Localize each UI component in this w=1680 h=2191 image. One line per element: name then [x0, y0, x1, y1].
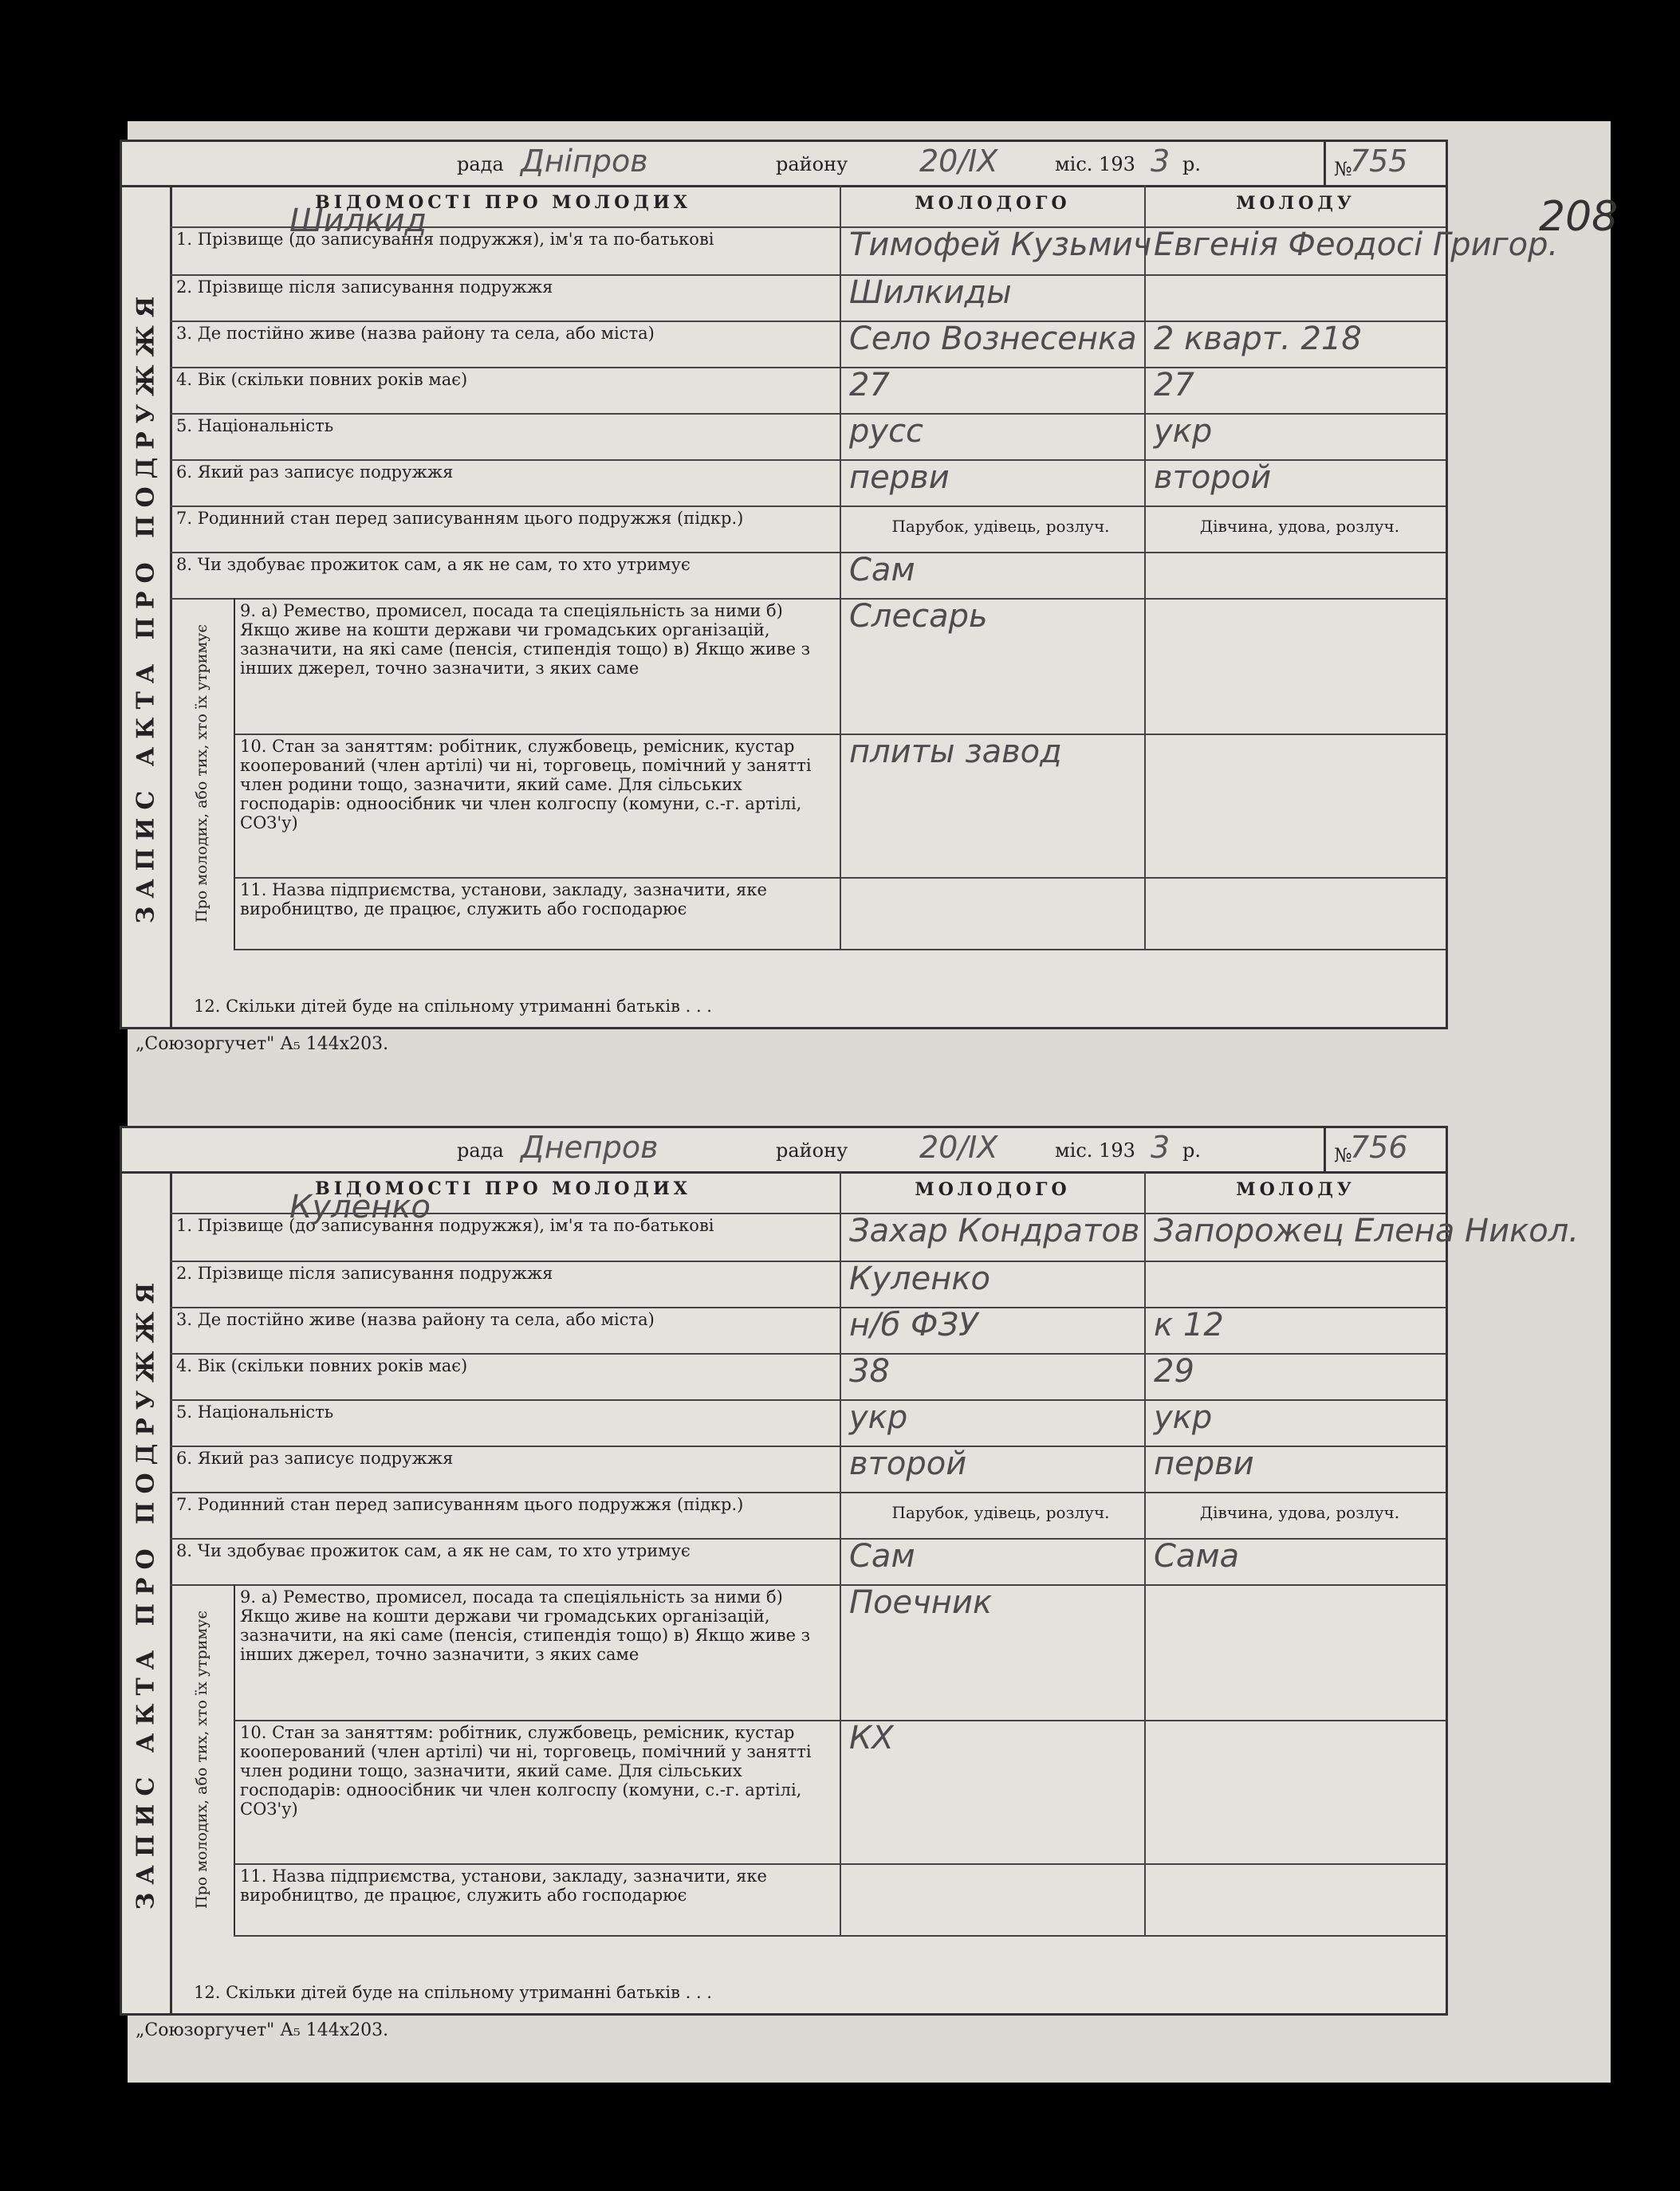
record-row	[234, 1863, 1446, 1937]
bride-value: Сама	[1144, 1538, 1446, 1584]
row-label: 3. Де постійно живе (назва району та села, або міста)	[176, 1310, 655, 1329]
groom-value: укр	[840, 1399, 1152, 1446]
raion-label: району	[776, 153, 848, 175]
subsection-bar	[170, 1584, 235, 1935]
row-label: 1. Прізвище (до записування подружжя), ім'я та по-батькові	[176, 1216, 714, 1235]
section-title-bar	[122, 185, 172, 1027]
year-value: 3	[1151, 1130, 1170, 1165]
bride-value: 2 кварт. 218	[1144, 321, 1446, 367]
bride-value: к 12	[1144, 1307, 1446, 1353]
groom-value: н/б ФЗУ	[840, 1307, 1152, 1353]
record-row	[170, 413, 1446, 461]
surname-value: Куленко	[289, 1189, 431, 1225]
col-info-header: ВІДОМОСТІ ПРО МОЛОДИХ	[315, 1178, 691, 1199]
raion-label: району	[776, 1139, 848, 1162]
bride-value	[1144, 877, 1446, 949]
groom-value: Село Вознесенка	[840, 321, 1152, 367]
row-label: 2. Прізвище після записування подружжя	[176, 1264, 553, 1283]
bride-value	[1144, 1863, 1446, 1935]
record-row	[170, 321, 1446, 368]
page-number: 208	[1539, 193, 1619, 241]
form-header	[122, 142, 1446, 187]
row-label: 8. Чи здобуває прожиток сам, а як не сам, то хто утримує	[176, 555, 690, 574]
subsection-title: Про молодих, або тих, хто їх утримує	[193, 624, 210, 922]
groom-value: Куленко	[840, 1261, 1152, 1307]
col-bride-header: МОЛОДУ	[1144, 185, 1446, 226]
bride-value	[1144, 1584, 1446, 1720]
groom-value: КХ	[840, 1720, 1152, 1863]
row-label: 9. а) Ремество, промисел, посада та спеціяльність за ними б) Якщо живе на кошти держави чи громадських організацій, зазначити, на які саме (пенсія, стипендія тощо) в) Якщо живе з інших джерел, точно зазначити, з яких саме	[240, 1587, 811, 1664]
rada-value: Дніпров	[521, 144, 648, 179]
record-row	[234, 734, 1446, 879]
number-value: 756	[1350, 1130, 1408, 1165]
record-row	[170, 552, 1446, 600]
section-title-bar	[122, 1171, 172, 2013]
registration-number-box	[1324, 142, 1446, 185]
marriage-record-form	[120, 140, 1559, 1029]
bride-value: Дівчина, удова, розлуч.	[1144, 505, 1446, 552]
bride-value: укр	[1144, 1399, 1446, 1446]
record-row	[170, 367, 1446, 415]
groom-value	[840, 877, 1152, 949]
row-label: 6. Який раз записує подружжя	[176, 1449, 454, 1468]
year-value: 3	[1151, 144, 1170, 179]
row-label: 11. Назва підприємства, установи, закладу, зазначити, яке виробництво, де працює, служить або господарює	[240, 880, 767, 918]
bride-value: 27	[1144, 367, 1446, 413]
groom-value: Захар Кондратов	[840, 1213, 1152, 1261]
number-label: №	[1334, 158, 1352, 180]
date-value: 20/IX	[919, 144, 998, 179]
groom-value: Шилкиды	[840, 274, 1152, 321]
col-info-header: ВІДОМОСТІ ПРО МОЛОДИХ	[315, 192, 691, 213]
row-label: 4. Вік (скільки повних років має)	[176, 1356, 468, 1375]
groom-value: 27	[840, 367, 1152, 413]
bride-value	[1144, 1720, 1446, 1863]
record-row	[170, 1446, 1446, 1493]
col-groom-header: МОЛОДОГО	[840, 185, 1144, 226]
groom-value: плиты завод	[840, 734, 1152, 877]
bride-value: Дівчина, удова, розлуч.	[1144, 1492, 1446, 1538]
date-value: 20/IX	[919, 1130, 998, 1165]
record-row	[170, 1538, 1446, 1586]
row-label: 10. Стан за заняттям: робітник, службовець, ремісник, кустар кооперований (член артілі) чи ні, торговець, помічний у занятті член родини тощо, зазначити, який саме. Для сільських господарів: одноосібник чи член колгоспу (комуни, с.-г. артілі, СОЗ'у)	[240, 1723, 812, 1819]
marriage-record-form	[120, 1126, 1580, 2016]
groom-value: перви	[840, 459, 1152, 505]
row-label: 2. Прізвище після записування подружжя	[176, 277, 553, 297]
groom-value: Слесарь	[840, 598, 1152, 734]
bride-value: перви	[1144, 1446, 1446, 1492]
groom-value: Тимофей Кузьмич	[840, 226, 1152, 274]
record-row	[170, 1492, 1446, 1540]
row-label: 11. Назва підприємства, установи, закладу, зазначити, яке виробництво, де працює, служить або господарює	[240, 1866, 767, 1905]
record-row	[170, 459, 1446, 507]
record-row	[234, 598, 1446, 735]
item-12: 12. Скільки дітей буде на спільному утриманні батьків . . .	[194, 1983, 712, 2002]
row-label: 10. Стан за заняттям: робітник, службовець, ремісник, кустар кооперований (член артілі) чи ні, торговець, помічний у занятті член родини тощо, зазначити, який саме. Для сільських господарів: одноосібник чи член колгоспу (комуни, с.-г. артілі, СОЗ'у)	[240, 737, 812, 832]
section-title: ЗАПИС АКТА ПРО ПОДРУЖЖЯ	[132, 288, 160, 924]
row-label: 6. Який раз записує подружжя	[176, 462, 454, 482]
surname-value: Шилкид	[289, 203, 427, 239]
record-row	[234, 1584, 1446, 1721]
bride-value: второй	[1144, 459, 1446, 505]
subsection-bar	[170, 598, 235, 949]
record-row	[170, 1307, 1446, 1355]
groom-value	[840, 1863, 1152, 1935]
form-footer: „Союзоргучет" А₅ 144х203.	[136, 2020, 389, 2040]
row-label: 5. Національність	[176, 416, 334, 435]
rada-label: рада	[457, 153, 504, 175]
col-groom-header: МОЛОДОГО	[840, 1171, 1144, 1213]
registration-number-box	[1324, 1128, 1446, 1171]
month-label: міс. 193	[1055, 153, 1135, 175]
bride-value	[1144, 1261, 1446, 1307]
number-label: №	[1334, 1144, 1352, 1166]
year-suffix: р.	[1182, 153, 1201, 175]
groom-value: второй	[840, 1446, 1152, 1492]
year-suffix: р.	[1182, 1139, 1201, 1162]
bride-value	[1144, 552, 1446, 598]
record-row	[170, 274, 1446, 322]
bride-value	[1144, 598, 1446, 734]
groom-value: Парубок, удівець, розлуч.	[840, 505, 1152, 552]
record-row	[234, 877, 1446, 950]
col-bride-header: МОЛОДУ	[1144, 1171, 1446, 1213]
row-label: 7. Родинний стан перед записуванням цього подружжя (підкр.)	[176, 509, 744, 528]
record-row	[170, 1353, 1446, 1401]
month-label: міс. 193	[1055, 1139, 1135, 1162]
item-12: 12. Скільки дітей буде на спільному утриманні батьків . . .	[194, 997, 712, 1016]
groom-value: Сам	[840, 552, 1152, 598]
rada-value: Днепров	[521, 1130, 659, 1165]
record-row	[170, 505, 1446, 553]
row-label: 8. Чи здобуває прожиток сам, а як не сам, то хто утримує	[176, 1541, 690, 1560]
number-value: 755	[1350, 144, 1408, 179]
subsection-title: Про молодих, або тих, хто їх утримує	[193, 1611, 210, 1909]
row-label: 7. Родинний стан перед записуванням цього подружжя (підкр.)	[176, 1495, 744, 1514]
groom-value: русс	[840, 413, 1152, 459]
section-title: ЗАПИС АКТА ПРО ПОДРУЖЖЯ	[132, 1274, 160, 1910]
groom-value: 38	[840, 1353, 1152, 1399]
bride-value	[1144, 734, 1446, 877]
bride-value: Евгенія Феодосі Григор.	[1144, 226, 1446, 274]
bride-value	[1144, 274, 1446, 321]
row-label: 1. Прізвище (до записування подружжя), ім'я та по-батькові	[176, 230, 714, 249]
form-header	[122, 1128, 1446, 1174]
bride-value: укр	[1144, 413, 1446, 459]
row-label: 3. Де постійно живе (назва району та села, або міста)	[176, 324, 655, 343]
groom-value: Поечник	[840, 1584, 1152, 1720]
form-footer: „Союзоргучет" А₅ 144х203.	[136, 1034, 389, 1054]
row-label: 4. Вік (скільки повних років має)	[176, 370, 468, 389]
record-row	[170, 1261, 1446, 1308]
row-label: 9. а) Ремество, промисел, посада та спеціяльність за ними б) Якщо живе на кошти держави чи громадських організацій, зазначити, на які саме (пенсія, стипендія тощо) в) Якщо живе з інших джерел, точно зазначити, з яких саме	[240, 601, 811, 678]
bride-value: Запорожец Елена Никол.	[1144, 1213, 1446, 1261]
row-label: 5. Національність	[176, 1402, 334, 1422]
record-row	[234, 1720, 1446, 1865]
record-row	[170, 1399, 1446, 1447]
bride-value: 29	[1144, 1353, 1446, 1399]
rada-label: рада	[457, 1139, 504, 1162]
groom-value: Парубок, удівець, розлуч.	[840, 1492, 1152, 1538]
groom-value: Сам	[840, 1538, 1152, 1584]
